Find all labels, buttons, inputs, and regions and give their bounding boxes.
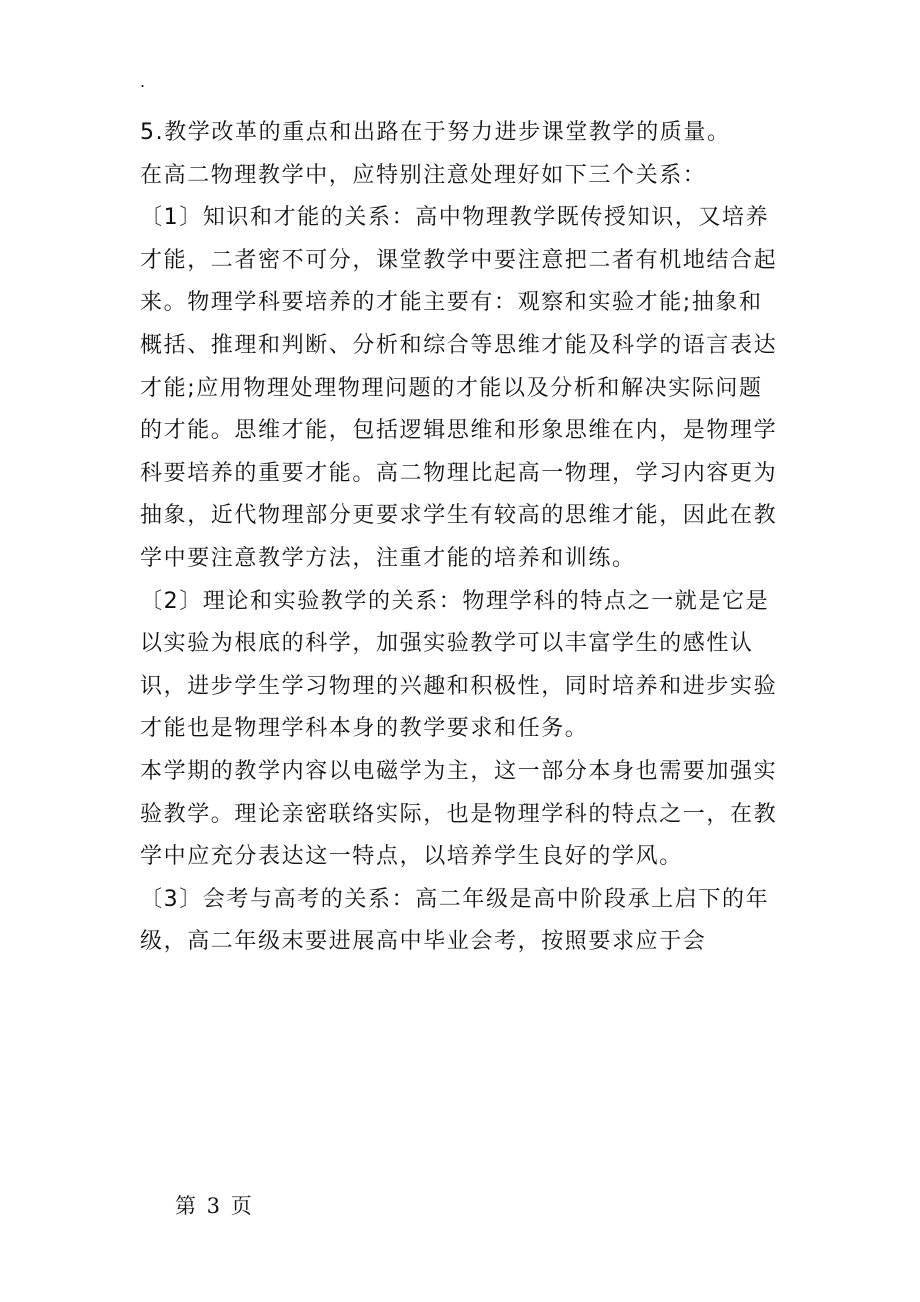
page-number: 第 3 页 <box>175 1194 254 1218</box>
paragraph-knowledge-ability: 〔1〕知识和才能的关系：高中物理教学既传授知识，又培养才能，二者密不可分，课堂教学中要注意把二者有机地结合起来。物理学科要培养的才能主要有：观察和实验才能;抽象和概括、推理和判断、分析和综合等思维才能及科学的语言表达才能;应用物理处理物理问题的才能以及分析和解决实际问题的才能。思维才能，包括逻辑思维和形象思维在内，是物理学科要培养的重要才能。高二物理比起高一物理，学习内容更为抽象，近代物理部分更要求学生有较高的思维才能，因此在教学中要注意教学方法，注重才能的培养和训练。 <box>140 205 778 571</box>
document-body <box>140 112 780 964</box>
header-mark: . <box>140 72 146 91</box>
paragraph-electromagnetism: 本学期的教学内容以电磁学为主，这一部分本身也需要加强实验教学。理论亲密联络实际，也是物理学科的特点之一，在教学中应充分表达这一特点，以培养学生良好的学风。 <box>140 758 778 870</box>
paragraph-exam-relation: 〔3〕会考与高考的关系：高二年级是高中阶段承上启下的年级，高二年级末要进展高中毕业会考，按照要求应于会 <box>140 886 770 955</box>
paragraph-item-5: 5.教学改革的重点和出路在于努力进步课堂教学的质量。 <box>140 120 731 145</box>
paragraph-theory-experiment: 〔2〕理论和实验教学的关系：物理学科的特点之一就是它是以实验为根底的科学，加强实验教学可以丰富学生的感性认识，进步学生学习物理的兴趣和积极性，同时培养和进步实验才能也是物理学科本身的教学要求和任务。 <box>140 588 778 742</box>
paragraph-three-relations-intro: 在高二物理教学中，应特别注意处理好如下三个关系： <box>140 162 707 188</box>
